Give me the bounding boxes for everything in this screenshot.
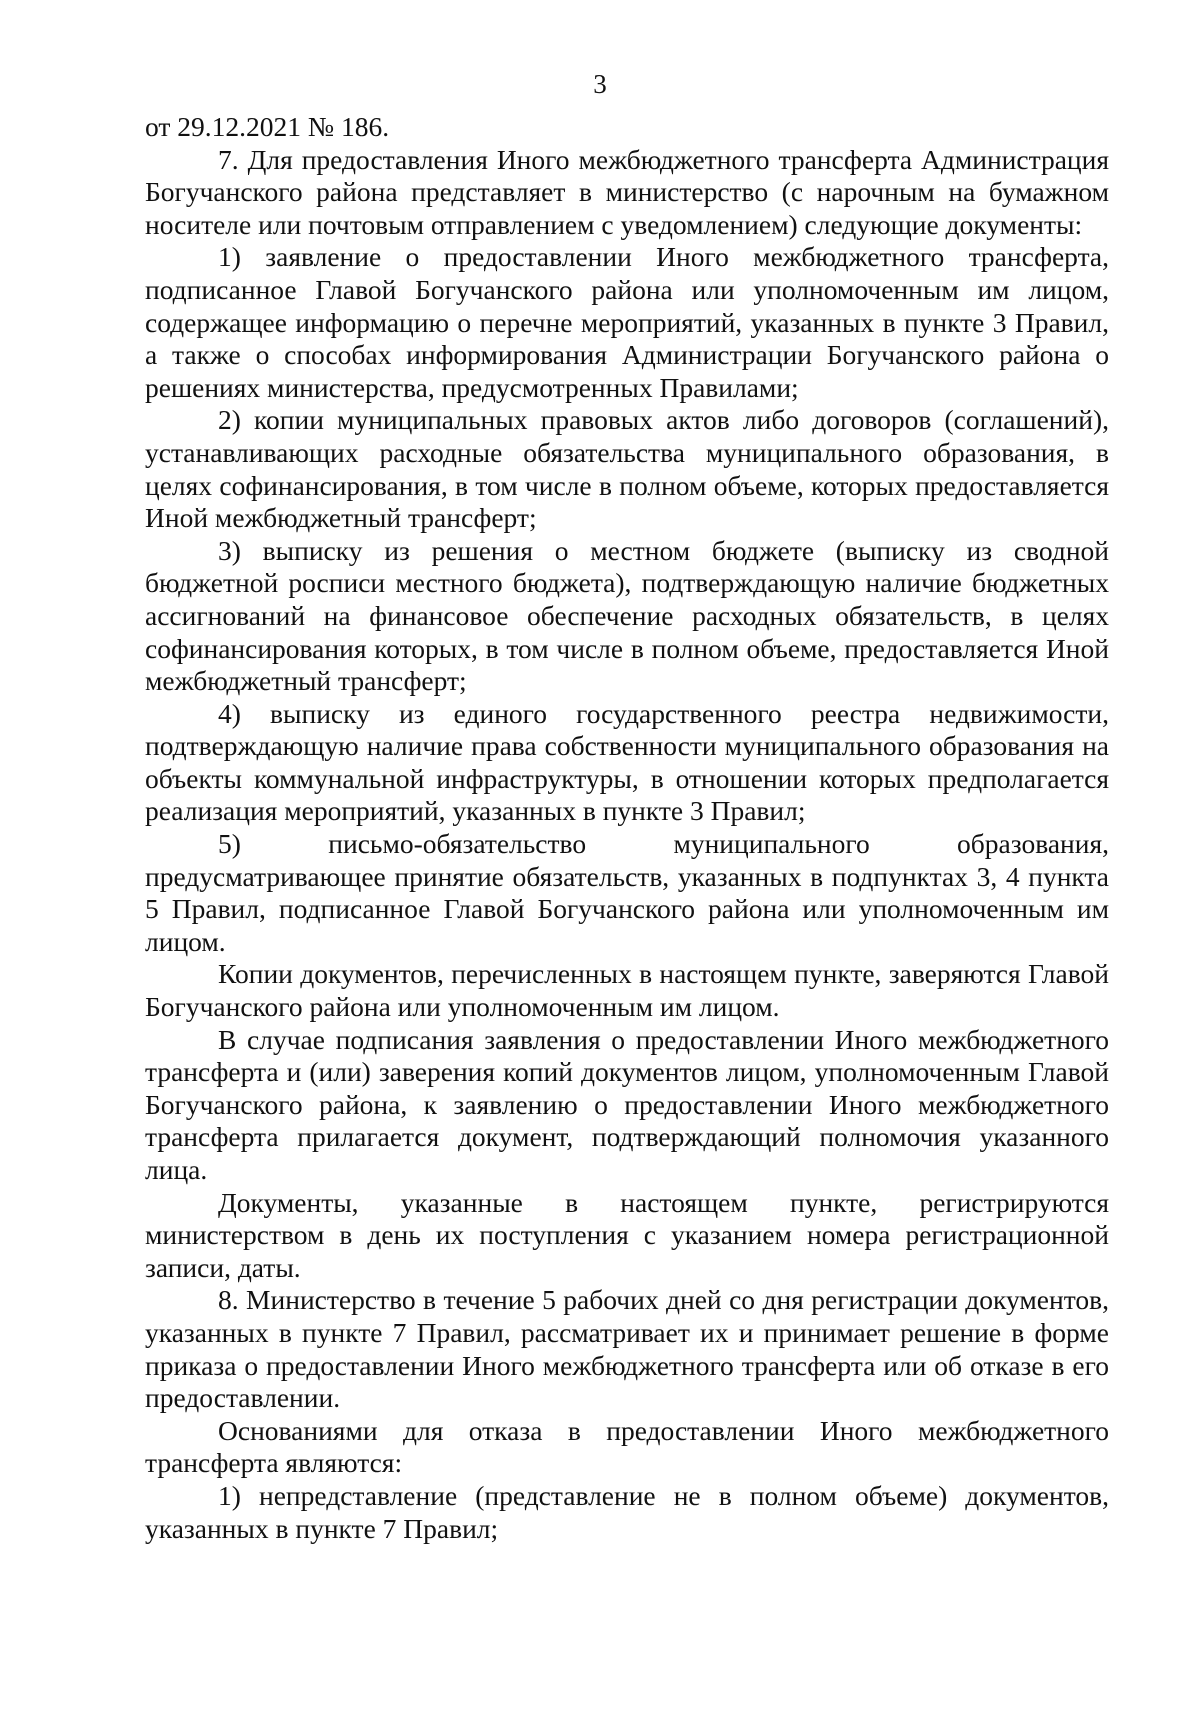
- paragraph-registration: Документы, указанные в настоящем пункте, регистрируются министерством в день их поступления с указанием номера регистрационной записи, даты.: [145, 1186, 1109, 1283]
- paragraph-subitem-5: 5) письмо-обязательство муниципального образования, предусматривающее принятие обязательств, указанных в подпунктах 3, 4 пункта 5 Правил, подписанное Главой Богучанского района или уполномоченным им лицом.: [145, 828, 1109, 957]
- paragraph-item-7: 7. Для предоставления Иного межбюджетного трансферта Администрация Богучанского района представляет в министерство (с нарочным на бумажном носителе или почтовым отправлением с уведомлением) следующие документы:: [145, 143, 1109, 240]
- page-number: 3: [593, 69, 607, 99]
- paragraph-date-reference: от 29.12.2021 № 186.: [145, 111, 390, 142]
- paragraph-subitem-3: 3) выписку из решения о местном бюджете (выписку из сводной бюджетной росписи местного бюджета), подтверждающую наличие бюджетных ассигнований на финансовое обеспечение расходных обязательств, в целях софинансирования которых, в том числе в полном объеме, предоставляется Иной межбюджетный трансферт;: [145, 534, 1109, 697]
- paragraph-refusal-ground-1: 1) непредставление (представление не в полном объеме) документов, указанных в пункте 7 Правил;: [145, 1479, 1109, 1544]
- paragraph-refusal-grounds: Основаниями для отказа в предоставлении Иного межбюджетного трансферта являются:: [145, 1414, 1109, 1479]
- paragraph-subitem-2: 2) копии муниципальных правовых актов либо договоров (соглашений), устанавливающих расходные обязательства муниципального образования, в целях софинансирования, в том числе в полном объеме, которых предоставляется Иной межбюджетный трансферт;: [145, 404, 1109, 534]
- document-body: [145, 111, 1109, 1545]
- paragraph-subitem-4: 4) выписку из единого государственного реестра недвижимости, подтверждающую наличие права собственности муниципального образования на объекты коммунальной инфраструктуры, в отношении которых предполагается реализация мероприятий, указанных в пункте 3 Правил;: [145, 697, 1109, 827]
- paragraph-copies-certification: Копии документов, перечисленных в настоящем пункте, заверяются Главой Богучанского района или уполномоченным им лицом.: [145, 958, 1109, 1023]
- paragraph-item-8: 8. Министерство в течение 5 рабочих дней со дня регистрации документов, указанных в пункте 7 Правил, рассматривает их и принимает решение в форме приказа о предоставлении Иного межбюджетного трансферта или об отказе в его предоставлении.: [145, 1284, 1109, 1414]
- paragraph-authorized-person: В случае подписания заявления о предоставлении Иного межбюджетного трансферта и (или) заверения копий документов лицом, уполномоченным Главой Богучанского района, к заявлению о предоставлении Иного межбюджетного трансферта прилагается документ, подтверждающий полномочия указанного лица.: [145, 1023, 1109, 1185]
- paragraph-subitem-1: 1) заявление о предоставлении Иного межбюджетного трансферта, подписанное Главой Богучанского района или уполномоченным им лицом, содержащее информацию о перечне мероприятий, указанных в пункте 3 Правил, а также о способах информирования Администрации Богучанского района о решениях министерства, предусмотренных Правилами;: [145, 241, 1109, 403]
